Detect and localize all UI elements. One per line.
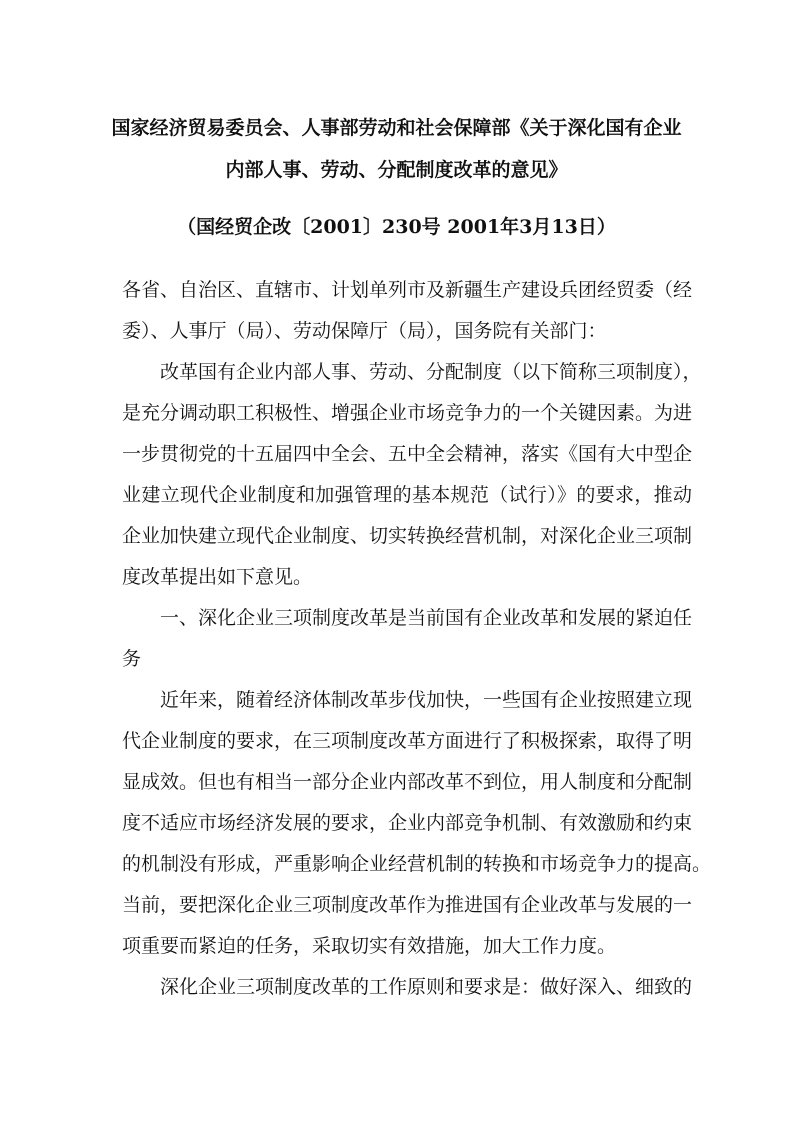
document-title-line-2: 内部人事、劳动、分配制度改革的意见》: [225, 159, 568, 181]
body-line: 当前，要把深化企业三项制度改革作为推进国有企业改革与发展的一: [122, 894, 693, 916]
body-line: 是充分调动职工积极性、增强企业市场竞争力的一个关键因素。为进: [122, 402, 693, 424]
body-line: 企业加快建立现代企业制度、切实转换经营机制，对深化企业三项制: [122, 525, 693, 547]
body-line: 度不适应市场经济发展的要求，企业内部竞争机制、有效激励和约束: [122, 812, 693, 834]
body-line: 一步贯彻党的十五届四中全会、五中全会精神，落实《国有大中型企: [122, 443, 693, 465]
body-line: 业建立现代企业制度和加强管理的基本规范（试行）》的要求，推动: [122, 484, 692, 506]
document-subtitle: （国经贸企改〔2001〕230号 2001年3月13日）: [177, 216, 616, 238]
body-line: 项重要而紧迫的任务，采取切实有效措施，加大工作力度。: [122, 935, 617, 957]
body-line: 显成效。但也有相当一部分企业内部改革不到位，用人制度和分配制: [122, 771, 693, 793]
body-line: 近年来，随着经济体制改革步伐加快，一些国有企业按照建立现: [160, 689, 693, 711]
body-line: 度改革提出如下意见。: [122, 566, 313, 588]
document-title-line-1: 国家经济贸易委员会、人事部劳动和社会保障部《关于深化国有企业: [111, 117, 682, 139]
body-line: 代企业制度的要求，在三项制度改革方面进行了积极探索，取得了明: [122, 730, 693, 752]
body-line: 各省、自治区、直辖市、计划单列市及新疆生产建设兵团经贸委（经: [122, 279, 693, 301]
body-line: 的机制没有形成，严重影响企业经营机制的转换和市场竞争力的提高。: [122, 853, 712, 875]
section-heading-line: 一、深化企业三项制度改革是当前国有企业改革和发展的紧迫任: [160, 607, 693, 629]
body-line: 深化企业三项制度改革的工作原则和要求是：做好深入、细致的: [160, 976, 693, 998]
body-line: 委）、人事厅（局）、劳动保障厅（局），国务院有关部门：: [122, 320, 607, 342]
section-heading-line: 务: [122, 648, 142, 670]
body-line: 改革国有企业内部人事、劳动、分配制度（以下简称三项制度），: [160, 361, 702, 383]
